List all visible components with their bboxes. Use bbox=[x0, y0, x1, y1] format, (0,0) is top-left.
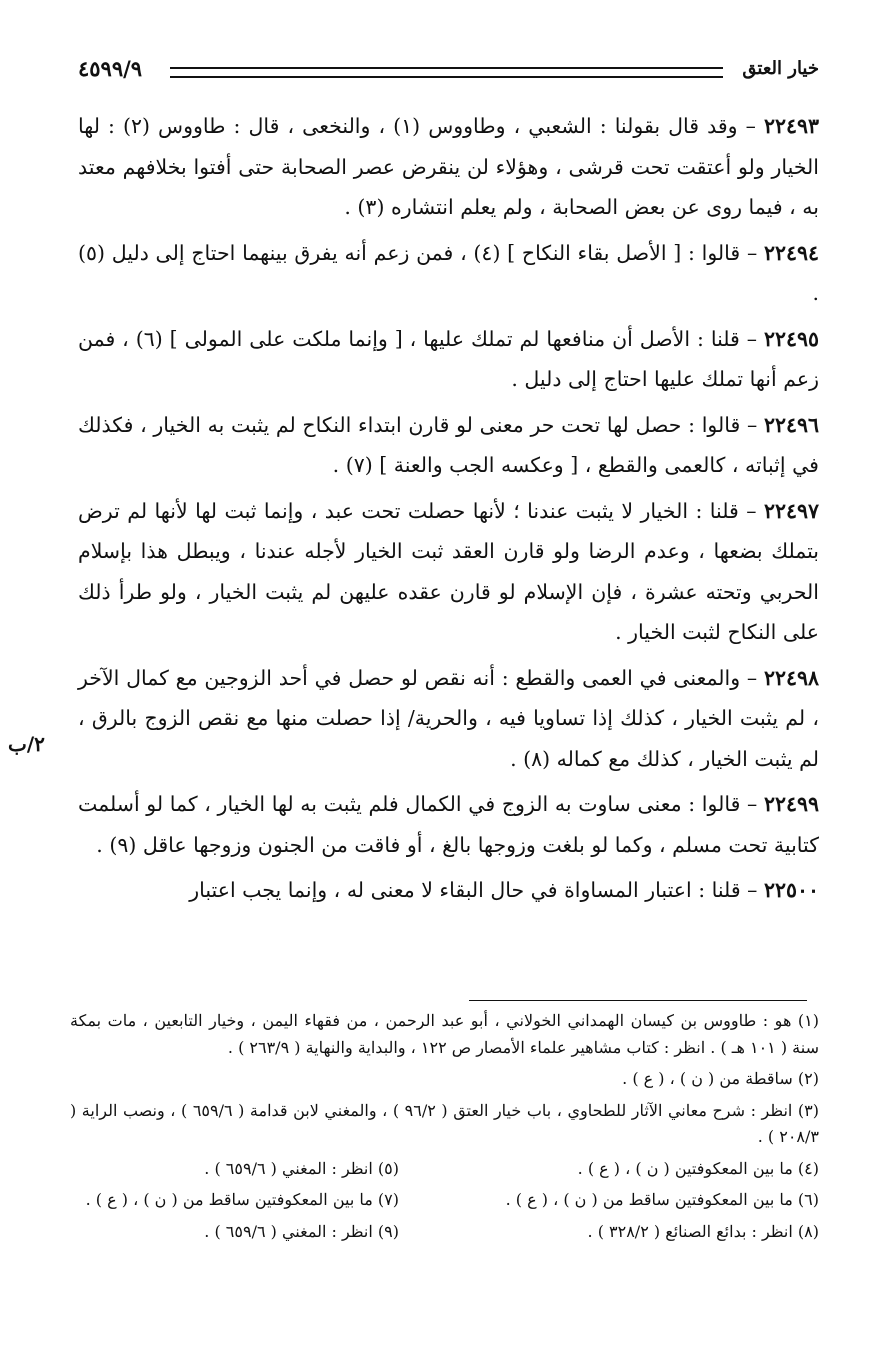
paragraph-22494 bbox=[78, 233, 819, 314]
paragraph-22499 bbox=[78, 784, 819, 865]
header-double-rule bbox=[170, 67, 723, 78]
paragraph-number: ٢٢٤٩٩ bbox=[763, 792, 819, 816]
main-text bbox=[78, 106, 819, 916]
page-reference: ٤٥٩٩/٩ bbox=[78, 56, 143, 81]
paragraph-number: ٢٢٤٩٥ bbox=[763, 326, 819, 351]
paragraph-number: ٢٢٤٩٤ bbox=[763, 240, 819, 265]
footnote-1: (١) هو : طاووس بن كيسان الهمداني الخولاني ، أبو عبد الرحمن ، من فقهاء اليمن ، وخيار التابعين ، مات بمكة سنة ( ١٠١ هـ ) . انظر : كتاب مشاهير علماء الأمصار ص ١٢٢ ، والبداية والنهاية ( ٢٦٣/٩ ) . bbox=[70, 1011, 819, 1057]
footnote-separator bbox=[469, 1000, 807, 1001]
footnote-2: (٢) ساقطة من ( ن ) ، ( ع ) . bbox=[622, 1069, 819, 1088]
paragraph-text: – قلنا : اعتبار المساواة في حال البقاء لا معنى له ، وإنما يجب اعتبار bbox=[189, 878, 764, 902]
paragraph-22496 bbox=[78, 405, 819, 486]
footnote-4: (٤) ما بين المعكوفتين ( ن ) ، ( ع ) . bbox=[577, 1158, 819, 1178]
paragraph-number: ٢٢٤٩٦ bbox=[763, 412, 819, 437]
paragraph-number: ٢٢٥٠٠ bbox=[763, 878, 819, 902]
running-header bbox=[78, 56, 819, 90]
paragraph-text: – قالوا : [ الأصل بقاء النكاح ] (٤) ، فمن زعم أنه يفرق بينهما احتاج إلى دليل (٥) . bbox=[78, 240, 819, 305]
paragraph-22495 bbox=[78, 319, 819, 400]
paragraph-number: ٢٢٤٩٨ bbox=[763, 665, 819, 690]
paragraph-text: – قالوا : حصل لها تحت حر معنى لو قارن ابتداء النكاح لم يثبت به الخيار ، فكذلك في إثباته ، كالعمى والقطع ، [ وعكسه الجب والعنة ] (٧) . bbox=[78, 412, 819, 477]
paragraph-22497 bbox=[78, 491, 819, 653]
footnote-6: (٦) ما بين المعكوفتين ساقط من ( ن ) ، ( ع ) . bbox=[505, 1190, 819, 1209]
footnote-row bbox=[70, 1187, 819, 1214]
chapter-title: خيار العتق bbox=[742, 58, 819, 79]
paragraph-22498 bbox=[78, 658, 819, 780]
paragraph-22493 bbox=[78, 106, 819, 228]
footnote-9: (٩) انظر : المغني ( ٦٥٩/٦ ) . bbox=[204, 1221, 399, 1241]
paragraph-number: ٢٢٤٩٣ bbox=[763, 114, 820, 138]
paragraph-text: – والمعنى في العمى والقطع : أنه نقص لو حصل في أحد الزوجين مع كمال الآخر ، لم يثبت الخيار ، كذلك إذا تساويا فيه ، والحرية/ إذا حصلت منها مع نقص الزوج بالرق ، لم يثبت الخيار ، كذلك مع كماله (٨) . bbox=[78, 665, 819, 771]
paragraph-text: – وقد قال بقولنا : الشعبي ، وطاووس (١) ، والنخعى ، قال : طاووس (٢) : لها الخيار ولو أعتقت تحت قرشى ، وهؤلاء لن ينقرض عصر الصحابة حتى أفتوا بخلافهم معتد به ، فيما روى عن بعض الصحابة ، ولم يعلم انتشاره (٣) . bbox=[78, 114, 819, 219]
paragraph-text: – قلنا : الأصل أن منافعها لم تملك عليها ، [ وإنما ملكت على المولى ] (٦) ، فمن زعم أنها تملك عليها احتاج إلى دليل . bbox=[78, 326, 819, 391]
manuscript-folio-note: ٢/ب bbox=[8, 732, 45, 756]
footnote-row bbox=[70, 1219, 819, 1246]
paragraph-22500 bbox=[78, 870, 819, 911]
footnote-8: (٨) انظر : بدائع الصنائع ( ٣٢٨/٢ ) . bbox=[587, 1221, 819, 1241]
footnote-3: (٣) انظر : شرح معاني الآثار للطحاوي ، باب خيار العتق ( ٩٦/٢ ) ، والمغني لابن قدامة ( ٦٥٩/٦ ) ، ونصب الراية ( ٢٠٨/٣ ) . bbox=[70, 1100, 820, 1146]
footnote-7: (٧) ما بين المعكوفتين ساقط من ( ن ) ، ( ع ) . bbox=[85, 1190, 399, 1209]
footnote-row bbox=[70, 1156, 819, 1183]
footnotes bbox=[70, 1008, 819, 1250]
footnote-5: (٥) انظر : المغني ( ٦٥٩/٦ ) . bbox=[204, 1158, 399, 1178]
paragraph-number: ٢٢٤٩٧ bbox=[763, 498, 819, 523]
paragraph-text: – قالوا : معنى ساوت به الزوج في الكمال فلم يثبت به لها الخيار ، كما لو أسلمت كتابية تحت مسلم ، وكما لو بلغت وزوجها بالغ ، أو فاقت من الجنون وزوجها عاقل (٩) . bbox=[78, 792, 819, 857]
paragraph-text: – قلنا : الخيار لا يثبت عندنا ؛ لأنها حصلت تحت عبد ، وإنما ثبت لها لأنها لم ترض بتملك بضعها ، وعدم الرضا ولو قارن العقد ثبت الخيار لأجله عندنا ، ويبطل هذا بإسلام الحربي وتحته عشرة ، فإن الإسلام لو قارن عقده عليهن لم يثبت الخيار ، ولو طرأ ذلك على النكاح لثبت الخيار . bbox=[78, 498, 819, 644]
